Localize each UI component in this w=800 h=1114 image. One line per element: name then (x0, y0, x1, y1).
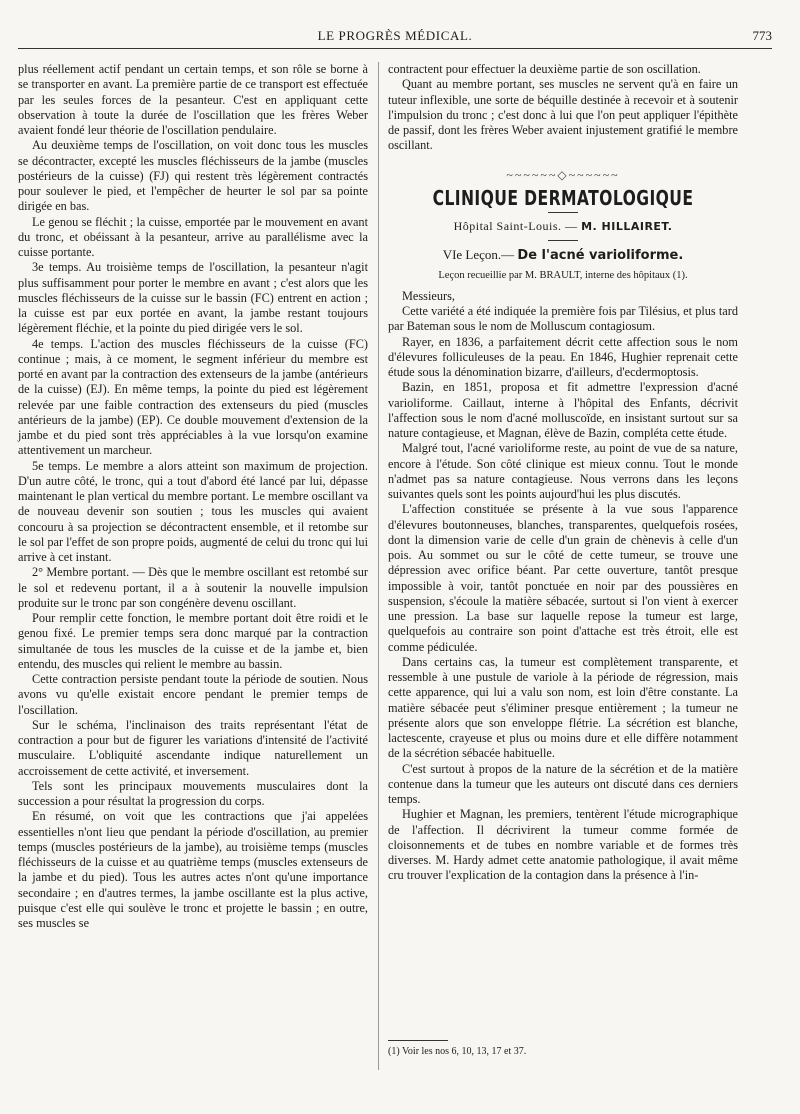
paragraph: C'est surtout à propos de la nature de la sécrétion et de la matière contenue dans la tumeur que les auteurs ont discuté dans ces derniers temps. (388, 761, 738, 806)
hospital-name: Hôpital Saint-Louis. — (453, 219, 578, 233)
lecon-heading (388, 247, 738, 263)
paragraph: 2° Membre portant. — Dès que le membre oscillant est retombé sur le sol et redevenu portant, il a à soutenir la nouvelle impulsion produite sur le tronc par son congénère devenu oscillant. (18, 565, 368, 610)
paragraph: Bazin, en 1851, proposa et fit admettre l'expression d'acné varioliforme. Caillaut, interne à l'hôpital des Enfants, décrivit l'affection sous le nom d'acné molluscoïde, en insistant surtout sur sa nature contagieuse, et Magnan, élève de Bazin, compléta cette étude. (388, 380, 738, 440)
paragraph: contractent pour effectuer la deuxième partie de son oscillation. (388, 62, 701, 76)
lecon-title: De l'acné varioliforme. (517, 248, 684, 264)
paragraph: Hughier et Magnan, les premiers, tentèrent l'étude micrographique de l'affection. Il décrivirent la tumeur comme formée de cloisonnements et de tubes en nombre variable et de formes très diverses. M. Hardy admet cette anatomie pathologique, il avait même cru trouver l'explication de la contagion dans la présence à l'in- (388, 807, 738, 883)
paragraph: 5e temps. Le membre a alors atteint son maximum de projection. D'un autre côté, le tronc, qui a tout d'abord été lancé par lui, dépasse maintenant le plan vertical du membre portant. Le membre oscillant va de nouveau devenir son soutien ; tous les muscles qui avaient concouru à sa projection se décontractent ensemble, et il retombe sur le sol par l'effet de son propre poids, augmenté de celui du tronc qui lui arrive à cet instant. (18, 458, 368, 564)
lecon-number: VIe Leçon.— (442, 247, 515, 263)
paragraph: Cette variété a été indiquée la première fois par Tilésius, et plus tard par Bateman sous le nom de Molluscum contagiosum. (388, 304, 738, 334)
footnote: (1) Voir les nos 6, 10, 13, 17 et 37. (388, 1046, 527, 1057)
right-column (388, 62, 738, 884)
paragraph: Pour remplir cette fonction, le membre portant doit être roidi et le genou fixé. Le premier temps sera donc marqué par la contraction simultanée de tous les muscles de la cuisse et de la jambe et, bien entendu, des muscles qui relient le membre au bassin. (18, 611, 368, 671)
page-header (18, 28, 772, 49)
short-rule (548, 240, 578, 241)
paragraph: Sur le schéma, l'inclinaison des traits représentant l'état de contraction a pour but de figurer les variations d'intensité de l'activité musculaire. L'obliquité ascendante indique naturellement un accroissement de cette activité, et inversement. (18, 717, 368, 778)
paragraph: L'affection constituée se présente à la vue sous l'apparence d'élevures boutonneuses, blanches, transparentes, quelquefois rosées, dont la dimension varie de celle d'un grain de chènevis à celle d'un pois. Au sommet ou sur le côté de cette tumeur, se trouve une dépression avec orifice béant. Par cette ouverture, tantôt presque impossible à voir, tantôt ponctuée en noir par des poussières en suspension, s'écoule la matière sébacée, surtout si l'on vient à exercer une pression. La base sur laquelle repose la tumeur est large, quelquefois au contraire son point d'attache est très étroit, elle est comme pédiculée. (388, 502, 738, 654)
lecon-credit: Leçon recueillie par M. BRAULT, interne des hôpitaux (1). (438, 269, 688, 281)
section-title: CLINIQUE DERMATOLOGIQUE (432, 185, 694, 210)
professor-name: M. HILLAIRET. (581, 220, 673, 233)
paragraph: Tels sont les principaux mouvements musculaires dont la succession a pour résultat la progression du corps. (18, 778, 368, 808)
paragraph: 3e temps. Au troisième temps de l'oscillation, la pesanteur n'agit plus suffisamment pour porter le membre en avant ; c'est alors que les muscles fléchisseurs de la cuisse sur le bassin (FC) entrent en action ; la cuisse est par eux portée en avant, la jambe restant toujours légèrement fléchie, et la pointe du pied dirigée vers le sol. (18, 260, 368, 336)
paragraph: Malgré tout, l'acné varioliforme reste, au point de vue de sa nature, encore à l'étude. Son côté clinique est mieux connu. Tout le monde n'admet pas sa nature contagieuse. Nous verrons dans les leçons suivantes quels sont les points aujourd'hui les plus discutés. (388, 441, 738, 501)
short-rule (548, 212, 578, 213)
paragraph: Rayer, en 1836, a parfaitement décrit cette affection sous le nom d'élevures folliculeuses de la peau. En 1846, Hughier reprenait cette étude sous la dénomination bizarre, d'ailleurs, d'ecdermoptosis. (388, 334, 738, 379)
paragraph: 4e temps. L'action des muscles fléchisseurs de la cuisse (FC) continue ; mais, à ce moment, le segment inférieur du membre est porté en avant par la contraction des extenseurs de la jambe (antérieurs de la cuisse) (EJ). En même temps, la pointe du pied est légèrement relevée par une faible contraction des extenseurs du pied (muscles antérieurs de la jambe) (EP). Ce double mouvement d'extension de la jambe et du pied sont très appréciables à la vue lorsqu'on examine attentivement un marcheur. (18, 336, 368, 458)
paragraph: Cette contraction persiste pendant toute la période de soutien. Nous avons vu qu'elle existait encore pendant le premier temps de l'oscillation. (18, 672, 368, 717)
paragraph: En résumé, on voit que les contractions que j'ai appelées essentielles n'ont lieu que pendant la période d'oscillation, au premier temps (muscles postérieurs de la jambe), au troisième temps (muscles fléchisseurs de la cuisse et au quatrième temps (muscles extenseurs de la jambe et du pied). Tous les autres actes n'ont qu'une importance secondaire ; en d'autres termes, la jambe oscillante est la plus active, puisque c'est elle qui soulève le tronc et projette le bassin ; en outre, ses muscles se (18, 809, 368, 930)
paragraph: Dans certains cas, la tumeur est complètement transparente, et ressemble à une pustule de variole à la période de régression, mais cette apparence, qui lui a valu son nom, est loin d'être constante. La matière sébacée peut s'éliminer presque entièrement ; la tumeur ne présente alors que son enveloppe flétrie. La sécrétion est blanche, lactescente, crayeuse et plus ou moins dure et elle diffère notamment de la sécrétion sébacée habituelle. (388, 654, 738, 761)
footnote-rule (388, 1040, 448, 1041)
journal-title: LE PROGRÈS MÉDICAL. (317, 28, 473, 43)
left-column (18, 62, 368, 931)
paragraph: plus réellement actif pendant un certain temps, et son rôle se borne à se transporter en avant. La première partie de ce transport est effectuée par les seules forces de la pesanteur. C'est en appliquant cette observation à toute la durée de l'oscillation que les frères Weber avaient fondé leur théorie de l'oscillation pendulaire. (18, 62, 368, 137)
section-flourish: ~~~~~~◇~~~~~~ (506, 167, 620, 182)
paragraph: Au deuxième temps de l'oscillation, on voit donc tous les muscles se décontracter, excepté les muscles fléchisseurs de la jambe (muscles postérieurs de la cuisse) (FJ) qui restent très légèrement contractés pour soulever le pied, et l'empêcher de heurter le sol par sa pointe dirigée en bas. (18, 138, 368, 214)
paragraph: Le genou se fléchit ; la cuisse, emportée par le mouvement en avant du tronc, et obéissant à la pesanteur, arrive au parallélisme avec la cuisse portante. (18, 214, 368, 259)
page-number: 773 (752, 28, 772, 43)
paragraph: Messieurs, (402, 288, 455, 303)
paragraph: Quant au membre portant, ses muscles ne servent qu'à en faire un tuteur inflexible, une sorte de béquille destinée à recevoir et à soutenir l'impulsion du tronc ; c'est donc à lui que l'on peut appliquer l'épithète de passif, dont les frères Weber avaient injustement gratifié le membre oscillant. (388, 77, 738, 153)
hospital-line (388, 219, 738, 234)
column-divider (378, 62, 379, 1070)
